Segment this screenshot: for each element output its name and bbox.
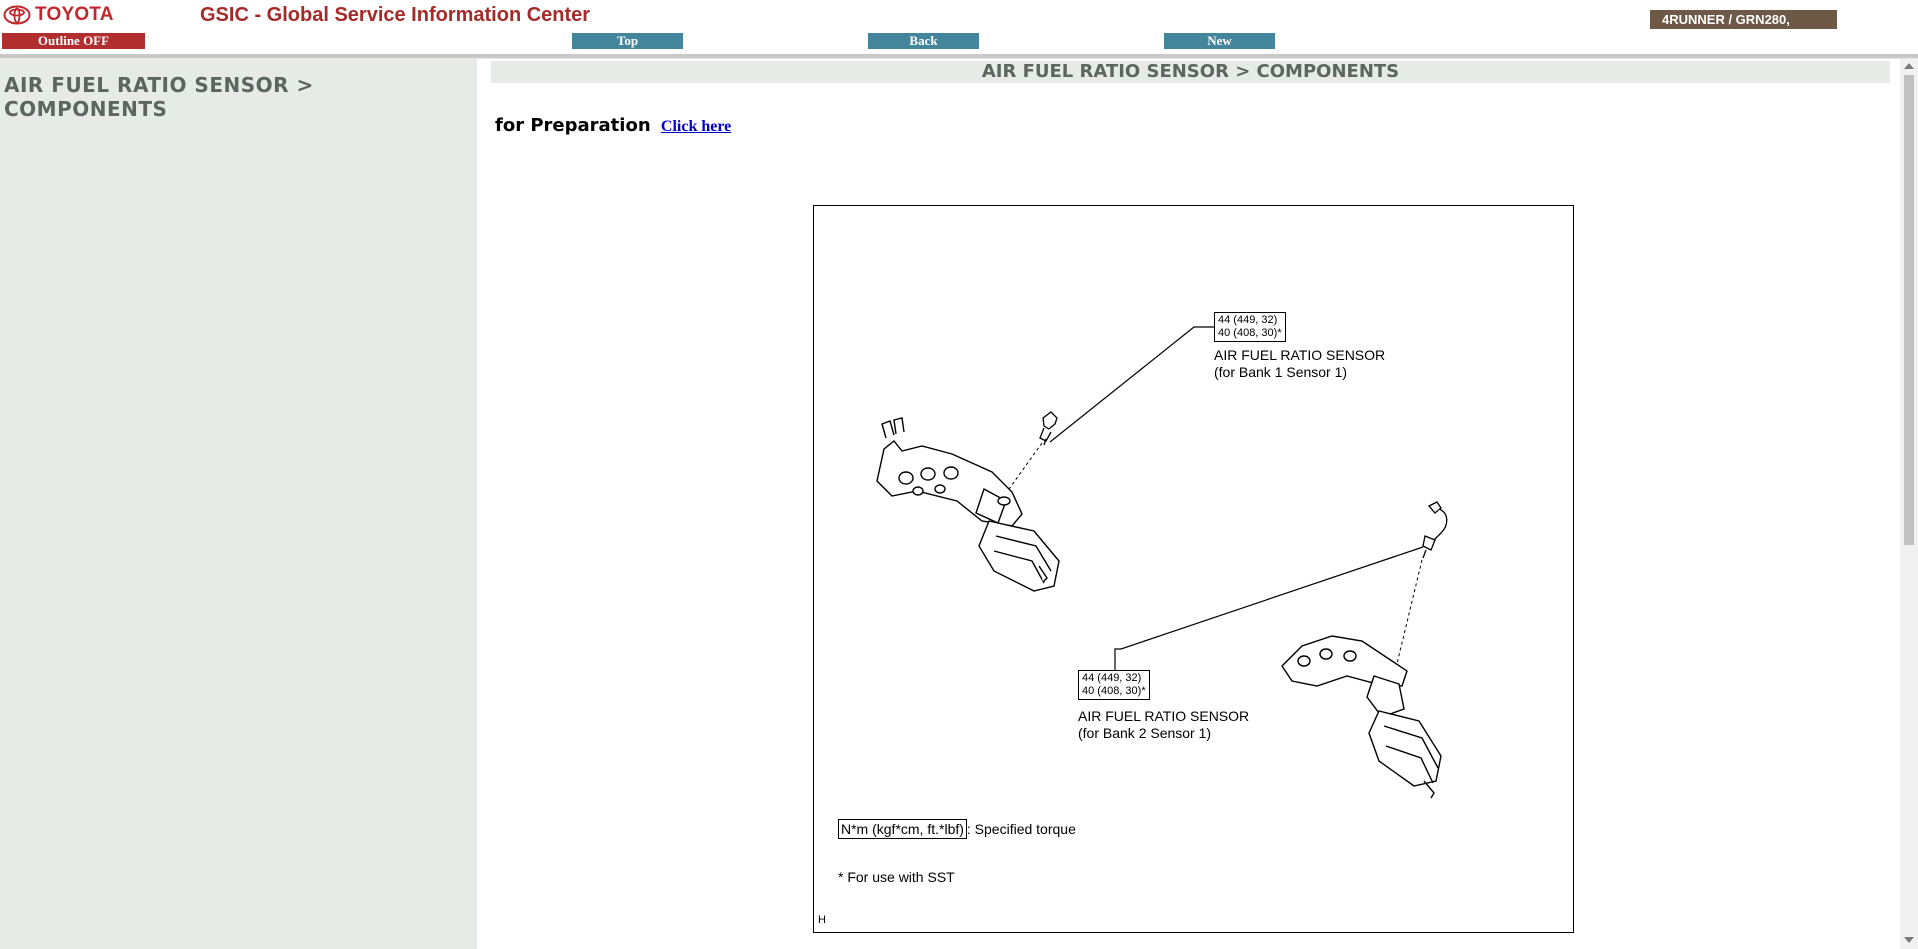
- sst-footnote: * For use with SST: [838, 869, 955, 885]
- bank1-sensor-icon: [1040, 412, 1057, 445]
- bank2-sensor-icon: [1423, 502, 1447, 558]
- scroll-thumb[interactable]: [1904, 75, 1914, 545]
- bank1-sensor-dashed-line: [1004, 443, 1042, 496]
- sidebar-title: AIR FUEL RATIO SENSOR > COMPONENTS: [4, 73, 314, 121]
- components-illustration: [813, 205, 1574, 933]
- content-pane: [489, 59, 1900, 949]
- app-header: [0, 0, 1918, 56]
- bank1-sensor-position: (for Bank 1 Sensor 1): [1214, 364, 1348, 380]
- bank2-sensor-dashed-line: [1394, 560, 1422, 676]
- bank1-sensor-name: AIR FUEL RATIO SENSOR: [1214, 347, 1386, 363]
- torque-unit-box: N*m (kgf*cm, ft.*lbf): [838, 819, 967, 839]
- frame-divider[interactable]: [477, 59, 489, 949]
- bank1-torque-sst: 40 (408, 30)*: [1218, 327, 1282, 339]
- toyota-logo-icon: [3, 5, 31, 25]
- preparation-link[interactable]: Click here: [660, 118, 732, 135]
- bank2-sensor-label: [1078, 708, 1249, 742]
- logo-text: TOYOTA: [35, 4, 114, 25]
- bank1-torque-spec: [1214, 312, 1286, 342]
- bank1-torque-standard: 44 (449, 32): [1218, 314, 1278, 326]
- outline-toggle-button[interactable]: Outline OFF: [2, 33, 145, 49]
- figure-code: H: [818, 914, 826, 926]
- content-title: AIR FUEL RATIO SENSOR > COMPONENTS: [491, 61, 1890, 83]
- new-button[interactable]: New: [1164, 33, 1275, 49]
- scroll-down-arrow-icon[interactable]: [1904, 937, 1914, 943]
- scroll-up-arrow-icon[interactable]: [1904, 63, 1914, 69]
- sidebar: [0, 59, 477, 949]
- torque-legend: [838, 821, 1076, 837]
- bank1-leader-line: [1050, 327, 1214, 442]
- bank2-torque-spec: [1078, 670, 1150, 700]
- bank2-exhaust-manifold-icon: [1282, 636, 1441, 798]
- torque-legend-text: : Specified torque: [966, 821, 1076, 837]
- bank2-sensor-position: (for Bank 2 Sensor 1): [1078, 725, 1212, 741]
- top-button[interactable]: Top: [572, 33, 683, 49]
- app-title: GSIC - Global Service Information Center: [200, 4, 591, 26]
- model-badge: 4RUNNER / GRN280,: [1650, 10, 1837, 29]
- bank1-exhaust-manifold-icon: [877, 418, 1059, 591]
- bank2-torque-standard: 44 (449, 32): [1082, 672, 1142, 684]
- back-button[interactable]: Back: [868, 33, 979, 49]
- bank2-sensor-name: AIR FUEL RATIO SENSOR: [1078, 708, 1250, 724]
- preparation-label: for Preparation: [495, 115, 651, 136]
- bank1-sensor-label: [1214, 347, 1385, 381]
- preparation-line: [495, 115, 731, 136]
- content-scrollbar[interactable]: [1900, 59, 1918, 949]
- bank2-torque-sst: 40 (408, 30)*: [1082, 685, 1146, 697]
- toyota-logo[interactable]: [3, 4, 114, 26]
